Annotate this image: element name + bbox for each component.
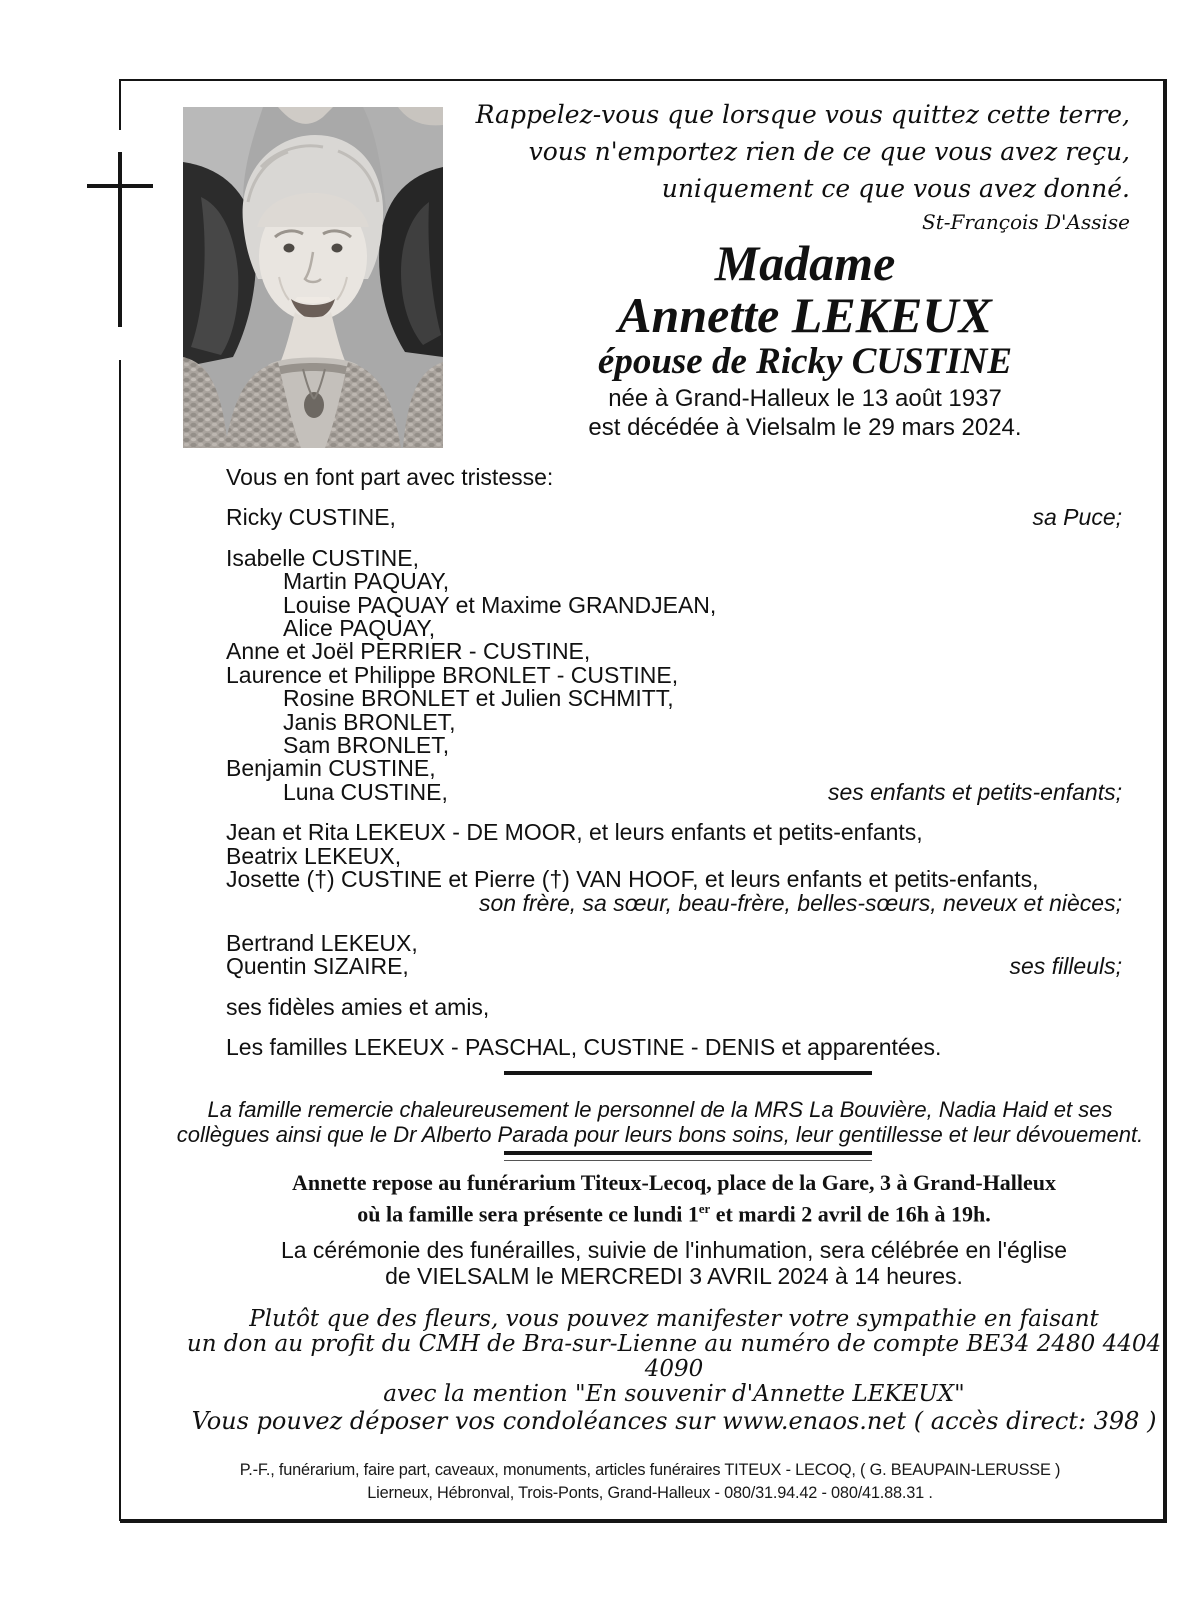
quote-line: vous n'emportez rien de ce que vous avez reçu, <box>528 137 1130 166</box>
family-row <box>226 734 1122 757</box>
family-row <box>226 570 1122 593</box>
family-member: Bertrand LEKEUX, <box>226 929 418 956</box>
family-member: ses fidèles amies et amis, <box>226 993 490 1020</box>
donation-line: avec la mention "En souvenir d'Annette LEKEUX" <box>383 1381 965 1407</box>
family-announcement-list <box>226 466 1122 1060</box>
condolences-line: Vous pouvez déposer vos condoléances sur www.enaos.net ( accès direct: 398 ) <box>191 1407 1157 1435</box>
footer-line: Lierneux, Hébronval, Trois-Ponts, Grand-Halleux - 080/31.94.42 - 080/41.88.31 . <box>367 1483 933 1502</box>
family-member: Beatrix LEKEUX, <box>226 842 402 869</box>
relation-label: ses filleuls; <box>1009 953 1122 980</box>
family-member: Martin PAQUAY, <box>283 568 450 595</box>
visitation-line <box>226 1196 1122 1227</box>
divider-rule <box>504 1151 872 1155</box>
family-member: Josette (†) CUSTINE et Pierre (†) VAN HOOF, et leurs enfants et petits-enfants, <box>226 866 1039 893</box>
family-member: Alice PAQUAY, <box>283 615 436 642</box>
quote-line: Rappelez-vous que lorsque vous quittez cette terre, <box>475 100 1130 129</box>
family-row <box>226 889 1122 916</box>
opening-quote <box>450 96 1130 235</box>
deceased-title-block <box>443 236 1167 442</box>
cross-vertical-beam <box>118 152 122 327</box>
ceremony-info <box>226 1237 1122 1289</box>
portrait-photo <box>183 107 443 448</box>
family-member: Rosine BRONLET et Julien SCHMITT, <box>283 685 674 712</box>
family-member: Ricky CUSTINE, <box>226 504 396 531</box>
thanks-line: collègues ainsi que le Dr Alberto Parada pour leurs bons soins, leur gentillesse et leur dévouement. <box>176 1122 1144 1147</box>
family-row <box>226 929 1122 956</box>
family-row <box>226 708 1122 735</box>
family-member: Anne et Joël PERRIER - CUSTINE, <box>226 638 591 665</box>
left-border-segment-bottom <box>119 360 121 1521</box>
family-member: Laurence et Philippe BRONLET - CUSTINE, <box>226 661 679 688</box>
visitation-line-part: et mardi 2 avril de 16h à 19h. <box>710 1201 991 1227</box>
family-row <box>226 544 1122 571</box>
left-border-segment-top <box>119 79 121 130</box>
family-member: Janis BRONLET, <box>283 708 456 735</box>
quote-attribution: St-François D'Assise <box>922 210 1130 234</box>
spouse-line: épouse de Ricky CUSTINE <box>597 341 1013 382</box>
family-row <box>226 868 1122 891</box>
footer-line: P.-F., funérarium, faire part, caveaux, monuments, articles funéraires TITEUX - LECOQ, ( G. BEAUPAIN-LERUSSE ) <box>239 1460 1061 1479</box>
family-row <box>226 955 1122 978</box>
divider-rule-echo <box>504 1160 872 1161</box>
ordinal-superscript: er <box>698 1202 711 1216</box>
family-row <box>226 778 1122 805</box>
family-member: Luna CUSTINE, <box>283 778 448 805</box>
family-row <box>226 687 1122 710</box>
deceased-honorific: Madame <box>714 235 896 291</box>
funeral-home-footer <box>150 1458 1150 1504</box>
family-member: Louise PAQUAY et Maxime GRANDJEAN, <box>283 591 717 618</box>
family-member: Les familles LEKEUX - PASCHAL, CUSTINE - DENIS et apparentées. <box>226 1034 942 1061</box>
family-row <box>226 661 1122 688</box>
divider-rule <box>504 1071 872 1075</box>
quote-line: uniquement ce que vous avez donné. <box>661 174 1130 203</box>
family-row <box>226 993 1122 1020</box>
family-row <box>226 591 1122 618</box>
family-member: Isabelle CUSTINE, <box>226 544 420 571</box>
visitation-line: Annette repose au funérarium Titeux-Lecoq, place de la Gare, 3 à Grand-Halleux <box>291 1170 1057 1195</box>
visitation-line-part: où la famille sera présente ce lundi 1 <box>357 1201 699 1227</box>
family-row <box>226 842 1122 869</box>
death-line: est décédée à Vielsalm le 29 mars 2024. <box>588 414 1022 441</box>
family-row <box>226 640 1122 663</box>
thanks-line: La famille remercie chaleureusement le personnel de la MRS La Bouvière, Nadia Haid et ses <box>207 1097 1113 1122</box>
family-row <box>226 757 1122 780</box>
condolences-info <box>186 1407 1162 1435</box>
ceremony-line: de VIELSALM le MERCREDI 3 AVRIL 2024 à 14 heures. <box>385 1263 963 1289</box>
family-member: Sam BRONLET, <box>283 732 450 759</box>
announcement-intro: Vous en font part avec tristesse: <box>226 464 554 490</box>
deceased-name: Annette LEKEUX <box>618 287 992 343</box>
family-row <box>226 1036 1122 1059</box>
relation-label: son frère, sa sœur, beau-frère, belles-sœurs, neveux et nièces; <box>479 889 1122 916</box>
family-row <box>226 617 1122 640</box>
donation-line: un don au profit du CMH de Bra-sur-Lienne au numéro de compte BE34 2480 4404 4090 <box>186 1331 1162 1382</box>
cross-horizontal-bar <box>87 184 153 188</box>
family-row <box>226 506 1122 529</box>
visitation-info <box>226 1170 1122 1227</box>
family-member: Jean et Rita LEKEUX - DE MOOR, et leurs enfants et petits-enfants, <box>226 819 923 846</box>
cross-icon <box>85 150 155 330</box>
donation-info <box>186 1307 1162 1407</box>
family-member: Quentin SIZAIRE, <box>226 953 409 980</box>
ceremony-line: La cérémonie des funérailles, suivie de l'inhumation, sera célébrée en l'église <box>280 1237 1068 1263</box>
family-row <box>226 821 1122 844</box>
birth-line: née à Grand-Halleux le 13 août 1937 <box>608 385 1002 412</box>
donation-line: Plutôt que des fleurs, vous pouvez manifester votre sympathie en faisant <box>249 1306 1099 1332</box>
thanks-paragraph <box>130 1097 1190 1147</box>
family-member: Benjamin CUSTINE, <box>226 755 436 782</box>
relation-label: sa Puce; <box>1032 504 1122 531</box>
relation-label: ses enfants et petits-enfants; <box>827 778 1122 805</box>
